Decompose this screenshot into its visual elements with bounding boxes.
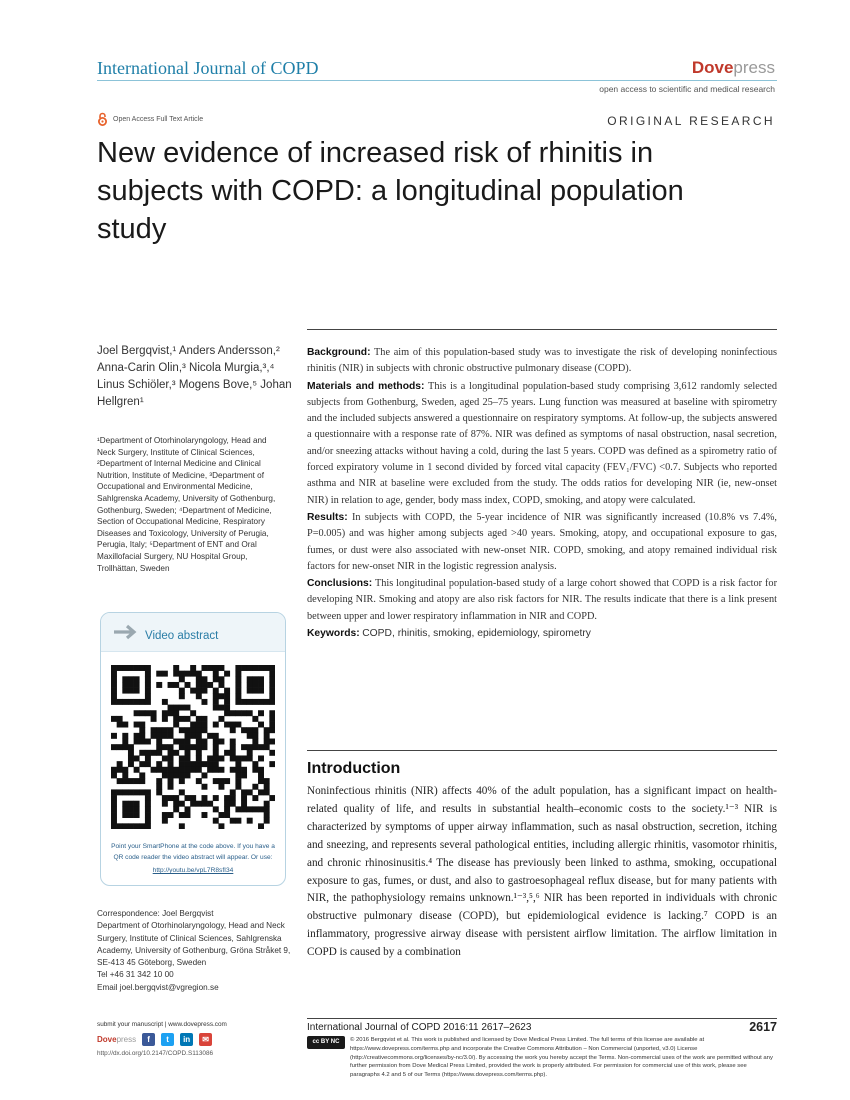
abstract-methods — [307, 379, 777, 509]
results-label: Results: — [307, 511, 348, 523]
license-row — [307, 1036, 777, 1080]
email-icon[interactable]: ✉ — [199, 1033, 212, 1046]
twitter-icon[interactable]: t — [161, 1033, 174, 1046]
conclusions-text: This longitudinal population-based study of a large cohort showed that COPD is a risk factor for developing NIR. Smoking and atopy are also risk factors for NIR. The results indicate that there is a link present between upper and lower respiratory inflammation in NIR and COPD. — [307, 578, 778, 622]
journal-title: International Journal of COPD — [97, 58, 319, 78]
background-label: Background: — [307, 347, 371, 358]
footer-left — [97, 1021, 297, 1057]
abstract-background — [307, 345, 777, 378]
abstract-conclusions — [307, 576, 777, 625]
keywords-label: Keywords: — [307, 628, 360, 640]
footer-dove-light: press — [116, 1035, 137, 1044]
open-access-icon — [97, 112, 108, 126]
methods-label: Materials and methods: — [307, 380, 425, 392]
footer-logo-row — [97, 1033, 297, 1046]
footer-dove-logo — [97, 1035, 136, 1044]
publisher-tagline: open access to scientific and medical research — [599, 84, 775, 94]
abstract-keywords — [307, 626, 777, 642]
article-title: New evidence of increased risk of rhinitis in subjects with COPD: a longitudinal population study — [97, 137, 684, 245]
cc-license-badge: cc BY NC — [307, 1036, 345, 1049]
linkedin-icon[interactable]: in — [180, 1033, 193, 1046]
correspondence-tel: Tel +46 31 342 10 00 — [97, 970, 174, 980]
footer-citation: International Journal of COPD 2016:11 2617–2623 — [307, 1022, 532, 1033]
publisher-logo — [692, 58, 775, 78]
footer-rule — [307, 1018, 777, 1019]
publisher-light: press — [733, 58, 775, 77]
keywords-text: COPD, rhinitis, smoking, epidemiology, spirometry — [362, 628, 591, 640]
doi-link[interactable]: http://dx.doi.org/10.2147/COPD.S113086 — [97, 1050, 214, 1057]
introduction-text: Noninfectious rhinitis (NIR) affects 40% of the adult population, has a significant impact on health-related quality of life, and results in substantial health–economic costs to the society.¹⁻³ NIR is characterized by symptoms of upper airway inflammation, such as nasal obstruction, secretion, itching and sneezing, and represents several pathological entities, including allergic rhinitis, vasomotor rhinitis, and chronic rhinosinusitis.⁴ The disease has previously been linked to asthma, smoking, occupational exposure to gas, fumes, or dust, and also to gastroesophageal reflux disease, but for many patients with NIR, the pathophysiology remains unknown.¹⁻³,⁵,⁶ NIR has been reported in individuals with chronic obstructive pulmonary disease (COPD), but epidemiological evidence is lacking.⁷ COPD is an inflammatory, progressive airway disease with persistent airflow limitation. The airflow limitation in COPD is caused by a combination — [307, 785, 777, 959]
open-access-row — [97, 112, 203, 126]
video-abstract-header — [101, 613, 285, 652]
header-divider — [97, 80, 777, 81]
correspondence-name: Correspondence: Joel Bergqvist — [97, 909, 214, 918]
affiliations: ¹Department of Otorhinolaryngology, Head and Neck Surgery, Institute of Clinical Sciences, ²Department of Internal Medicine and Clinical Nutrition, Institute of Medicine, ³Department of Occupational and Environmental Medicine, Sahlgrenska Academy, University of Gothenburg, Gothenburg, Sweden; ⁴Department of Medicine, Section of Occupational Medicine, Respiratory Diseases and Toxicology, University of Perugia, Perugia, Italy; ⁵Department of ENT and Oral Maxillofacial Surgery, NU Hospital Group, Trollhättan, Sweden — [97, 436, 276, 573]
abstract-bottom-rule — [307, 750, 777, 751]
submit-manuscript-link[interactable]: submit your manuscript | www.dovepress.com — [97, 1021, 227, 1028]
video-link[interactable]: http://youtu.be/vpL7R8sfI34 — [152, 867, 234, 874]
qr-code — [111, 665, 275, 829]
arrow-right-icon — [113, 624, 137, 640]
author-list: Joel Bergqvist,¹ Anders Andersson,² Anna-Carin Olin,³ Nicola Murgia,³,⁴ Linus Schiöler,³ Mogens Bove,⁵ Johan Hellgren¹ — [97, 345, 292, 408]
introduction-heading: Introduction — [307, 760, 401, 777]
abstract-results — [307, 510, 777, 575]
publisher-main: Dove — [691, 58, 734, 77]
correspondence-block — [97, 908, 292, 994]
page-number: 2617 — [749, 1020, 777, 1034]
conclusions-label: Conclusions: — [307, 578, 373, 590]
video-abstract-label: Video abstract — [145, 630, 219, 642]
video-abstract-box[interactable] — [100, 612, 286, 886]
open-access-label: Open Access Full Text Article — [113, 115, 204, 123]
correspondence-email[interactable]: Email joel.bergqvist@vgregion.se — [97, 982, 219, 992]
article-type: ORIGINAL RESEARCH — [607, 114, 775, 128]
abstract-top-rule — [307, 329, 777, 330]
footer-dove-main: Dove — [97, 1035, 117, 1044]
license-text: © 2016 Bergqvist et al. This work is published and licensed by Dove Medical Press Limited. The full terms of this license are available at https://www.dovepress.com/terms.php and incorporate the Creative Commons Attribution – Non Commercial (unported, v3.0) License (http://creativecommons.org/licenses/by-nc/3.0/). By accessing the work you hereby accept the Terms. Non-commercial uses of the work are permitted without any further permission from Dove Medical Press Limited, provided the work is properly attributed. For permission for commercial use of this work, please see paragraphs 4.2 and 5 of our Terms (https://www.dovepress.com/terms.php). — [350, 1037, 773, 1079]
background-text: The aim of this population-based study was to investigate the risk of developing noninfectious rhinitis (NIR) in subjects with chronic obstructive pulmonary disease (COPD). — [307, 347, 777, 375]
methods-text: This is a longitudinal population-based study comprising 3,612 randomly selected subjects from Gothenburg, Sweden, aged 25–75 years. Lung function was measured at baseline with spirometry and the included subjects answered a questionnaire on respiratory symptoms. At follow-up, the subjects answered a questionnaire with a response rate of 87%. NIR was defined as symptoms of nasal obstruction, nasal secretion, and/or sneezing attacks without having a cold, during the last 5 years. COPD was defined as a spirometry ratio of forced expiratory volume in 1 second divided by forced vital capacity (FEV₁/FVC) <0.7. Subjects who reported asthma and NIR at baseline were excluded from the study. The odds ratios for developing NIR (ie, new-onset NIR) in relation to age, gender, body mass index, COPD, smoking, and atopy were calculated. — [307, 380, 777, 506]
results-text: In subjects with COPD, the 5-year incidence of NIR was significantly increased (10.8% vs 7.4%, P=0.005) and was higher among subjects aged >40 years. Smoking, atopy, and occupational exposure to gas, fumes, or dust were also associated with new-onset NIR. COPD, smoking, and atopy remained individual risk factors for new-onset NIR in the logistic regression analysis. — [307, 511, 777, 572]
facebook-icon[interactable]: f — [142, 1033, 155, 1046]
abstract — [307, 345, 777, 643]
video-instructions: Point your SmartPhone at the code above. If you have a QR code reader the video abstract will appear. Or use: — [111, 843, 275, 861]
correspondence-address: Department of Otorhinolaryngology, Head and Neck Surgery, Institute of Clinical Sciences, Sahlgrenska Academy, University of Gothenburg, Gröna Stråket 9, SE-413 45 Göteborg, Sweden — [97, 921, 291, 968]
